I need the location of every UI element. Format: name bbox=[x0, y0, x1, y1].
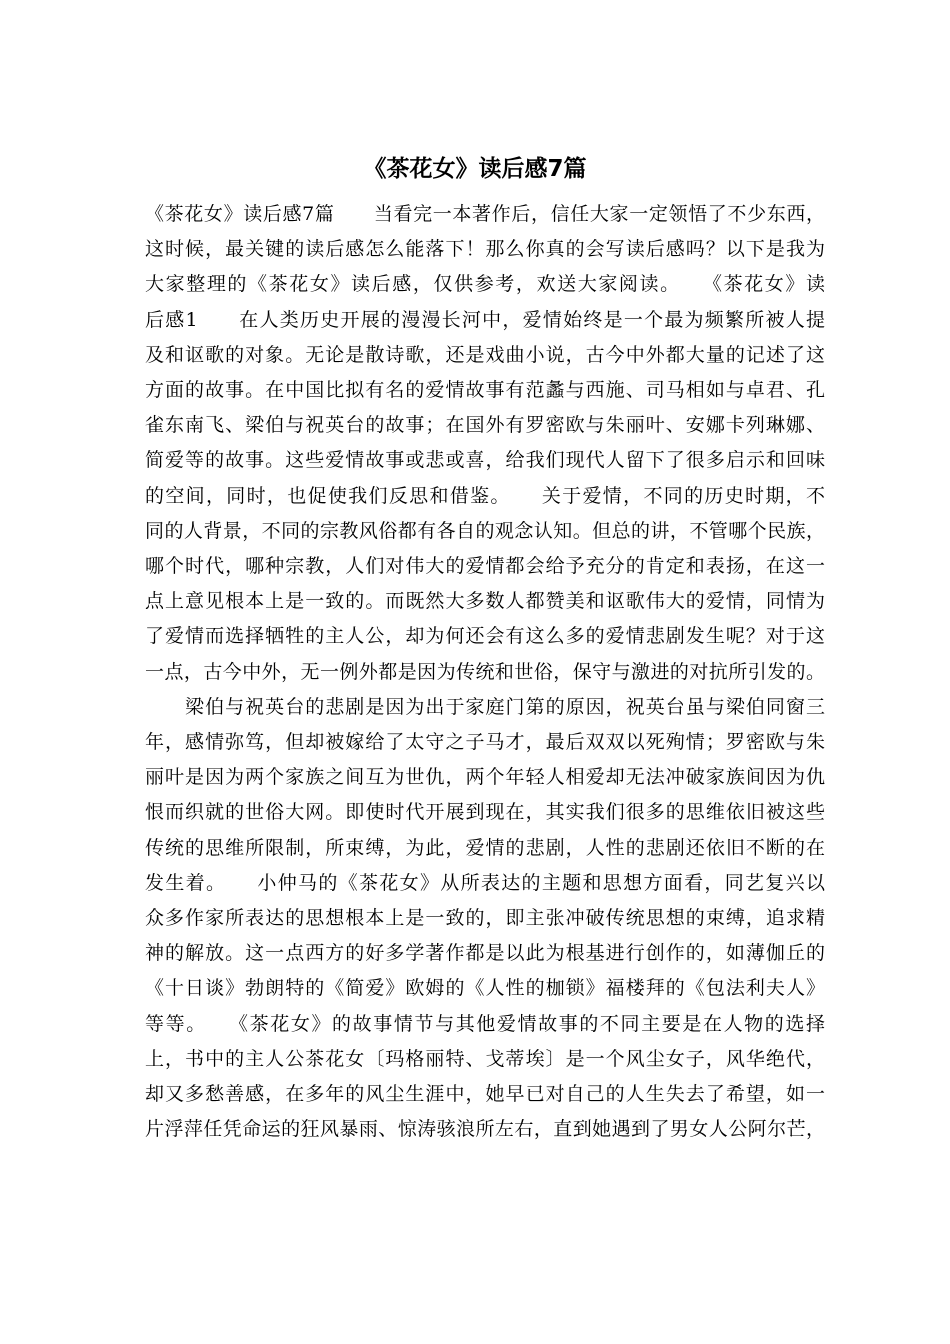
body-line: 《十日谈》勃朗特的《简爱》欧姆的《人性的枷锁》福楼拜的《包法利夫人》 bbox=[145, 977, 825, 1000]
body-line: 传统的思维所限制，所束缚，为此，爱情的悲剧，人性的悲剧还依旧不断的在 bbox=[145, 836, 825, 859]
body-line: 丽叶是因为两个家族之间互为世仇，两个年轻人相爱却无法冲破家族间因为仇 bbox=[145, 766, 825, 789]
body-line: 等等。 《茶花女》的故事情节与其他爱情故事的不同主要是在人物的选择 bbox=[145, 1012, 825, 1035]
body-line: 及和讴歌的对象。无论是散诗歌，还是戏曲小说，古今中外都大量的记述了这 bbox=[145, 343, 825, 366]
body-line: 却又多愁善感，在多年的风尘生涯中，她早已对自己的人生失去了希望，如一 bbox=[145, 1083, 825, 1105]
body-line: 哪个时代，哪种宗教，人们对伟大的爱情都会给予充分的肯定和表扬，在这一 bbox=[145, 555, 825, 577]
body-line: 恨而织就的世俗大网。即使时代开展到现在，其实我们很多的思维依旧被这些 bbox=[145, 801, 825, 824]
body-line: 的空间，同时，也促使我们反思和借鉴。 关于爱情，不同的历史时期，不 bbox=[145, 484, 825, 507]
body-line: 方面的故事。在中国比拟有名的爱情故事有范蠡与西施、司马相如与卓君、孔 bbox=[145, 379, 825, 401]
body-line: 了爱情而选择牺牲的主人公，却为何还会有这么多的爱情悲剧发生呢？对于这 bbox=[145, 625, 825, 648]
body-line: 上，书中的主人公茶花女〔玛格丽特、戈蒂埃〕是一个风尘女子，风华绝代， bbox=[145, 1047, 825, 1070]
document-title: 《茶花女》读后感7篇 bbox=[363, 156, 587, 182]
body-line: 神的解放。这一点西方的好多学著作都是以此为根基进行创作的，如薄伽丘的 bbox=[145, 942, 825, 965]
body-line: 梁伯与祝英台的悲剧是因为出于家庭门第的原因，祝英台虽与梁伯同窗三 bbox=[145, 695, 825, 718]
body-line: 一点，古今中外，无一例外都是因为传统和世俗，保守与激进的对抗所引发的。 bbox=[145, 660, 825, 683]
body-line: 片浮萍任凭命运的狂风暴雨、惊涛骇浪所左右，直到她遇到了男女人公阿尔芒， bbox=[145, 1118, 825, 1141]
body-line: 同的人背景，不同的宗教风俗都有各自的观念认知。但总的讲，不管哪个民族， bbox=[145, 519, 825, 542]
body-line: 点上意见根本上是一致的。而既然大多数人都赞美和讴歌伟大的爱情，同情为 bbox=[145, 590, 825, 613]
body-line: 众多作家所表达的思想根本上是一致的，即主张冲破传统思想的束缚，追求精 bbox=[145, 907, 825, 929]
body-line: 这时候，最关键的读后感怎么能落下！那么你真的会写读后感吗？以下是我为 bbox=[145, 238, 825, 261]
body-line: 雀东南飞、梁伯与祝英台的故事；在国外有罗密欧与朱丽叶、安娜卡列琳娜、 bbox=[145, 414, 825, 437]
body-line: 年，感情弥笃，但却被嫁给了太守之子马才，最后双双以死殉情；罗密欧与朱 bbox=[145, 731, 825, 753]
body-line: 《茶花女》读后感7篇 当看完一本著作后，信任大家一定领悟了不少东西， bbox=[145, 203, 825, 225]
body-line: 后感1 在人类历史开展的漫漫长河中，爱情始终是一个最为频繁所被人提 bbox=[145, 308, 825, 331]
body-line: 简爱等的故事。这些爱情故事或悲或喜，给我们现代人留下了很多启示和回味 bbox=[145, 449, 825, 472]
body-line: 发生着。 小仲马的《茶花女》从所表达的主题和思想方面看，同艺复兴以 bbox=[145, 871, 825, 894]
body-line: 大家整理的《茶花女》读后感，仅供参考，欢送大家阅读。 《茶花女》读 bbox=[145, 273, 825, 296]
